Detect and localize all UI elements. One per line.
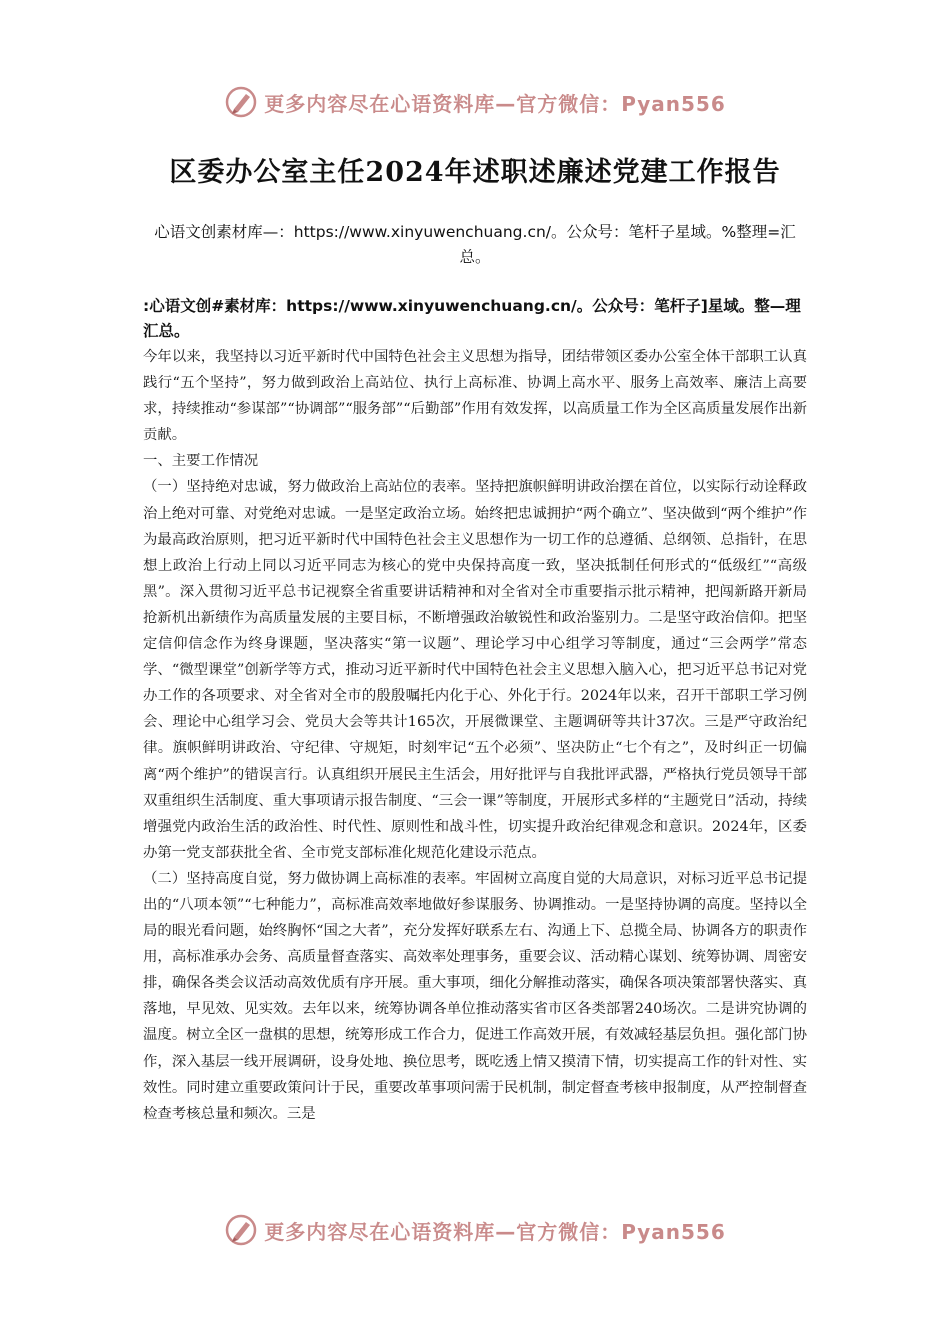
source-note-2: :心语文创#素材库：https://www.xinyuwenchuang.cn/。公众号：笔杆子]星域。整—理汇总。 bbox=[143, 297, 801, 340]
pen-logo-icon bbox=[224, 1213, 258, 1247]
source-note-1: 心语文创素材库—：https://www.xinyuwenchuang.cn/。公众号：笔杆子星域。%整理=汇总。 bbox=[154, 223, 796, 266]
body-paragraph: （一）坚持绝对忠诚，努力做政治上高站位的表率。坚持把旗帜鲜明讲政治摆在首位，以实际行动诠释政治上绝对可靠、对党绝对忠诚。一是坚定政治立场。始终把忠诚拥护“两个确立”、坚决做到“两个维护”作为最高政治原则，把习近平新时代中国特色社会主义思想作为一切工作的总遵循、总纲领、总指针，在思想上政治上行动上同以习近平同志为核心的党中央保持高度一致，坚决抵制任何形式的“低级红”“高级黑”。深入贯彻习近平总书记视察全省重要讲话精神和对全省对全市重要指示批示精神，把闯新路开新局抢新机出新绩作为高质量发展的主要目标，不断增强政治敏锐性和政治鉴别力。二是坚守政治信仰。把坚定信仰信念作为终身课题，坚决落实“第一议题”、理论学习中心组学习等制度，通过“三会两学”常态学、“微型课堂”创新学等方式，推动习近平新时代中国特色社会主义思想入脑入心，把习近平总书记对党办工作的各项要求、对全省对全市的殷殷嘱托内化于心、外化于行。2024年以来，召开干部职工学习例会、理论中心组学习会、党员大会等共计165次，开展微课堂、主题调研等共计37次。三是严守政治纪律。旗帜鲜明讲政治、守纪律、守规矩，时刻牢记“五个必须”、坚决防止“七个有之”，及时纠正一切偏离“两个维护”的错误言行。认真组织开展民主生活会，用好批评与自我批评武器，严格执行党员领导干部双重组织生活制度、重大事项请示报告制度、“三会一课”等制度，开展形式多样的“主题党日”活动，持续增强党内政治生活的政治性、时代性、原则性和战斗性，切实提升政治纪律观念和意识。2024年，区委办第一党支部获批全省、全市党支部标准化规范化建设示范点。 bbox=[143, 479, 807, 861]
footer-watermark-banner bbox=[0, 1210, 950, 1250]
document-title: 区委办公室主任2024年述职述廉述党建工作报告 bbox=[169, 157, 781, 188]
watermark-slogan: 更多内容尽在心语资料库—官方微信：Pyan556 bbox=[264, 91, 726, 116]
document-body bbox=[143, 344, 807, 1127]
header-watermark-banner bbox=[0, 82, 950, 122]
section-heading: 一、主要工作情况 bbox=[143, 453, 259, 470]
pen-logo-icon bbox=[224, 85, 258, 119]
body-paragraph: （二）坚持高度自觉，努力做协调上高标准的表率。牢固树立高度自觉的大局意识，对标习近平总书记提出的“八项本领”“七种能力”，高标准高效率地做好参谋服务、协调推动。一是坚持协调的高度。坚持以全局的眼光看问题，始终胸怀“国之大者”，充分发挥好联系左右、沟通上下、总揽全局、协调各方的职责作用，高标准承办会务、高质量督查落实、高效率处理事务，重要会议、活动精心谋划、统筹协调、周密安排，确保各类会议活动高效优质有序开展。重大事项，细化分解推动落实，确保各项决策部署快落实、真落地，早见效、见实效。去年以来，统筹协调各单位推动落实省市区各类部署240场次。二是讲究协调的温度。树立全区一盘棋的思想，统筹形成工作合力，促进工作高效开展，有效减轻基层负担。强化部门协作，深入基层一线开展调研，设身处地、换位思考，既吃透上情又摸清下情，切实提高工作的针对性、实效性。同时建立重要政策问计于民，重要改革事项问需于民机制，制定督查考核申报制度，从严控制督查检查考核总量和频次。三是 bbox=[143, 870, 807, 1122]
watermark-slogan: 更多内容尽在心语资料库—官方微信：Pyan556 bbox=[264, 1219, 726, 1244]
intro-paragraph: 今年以来，我坚持以习近平新时代中国特色社会主义思想为指导，团结带领区委办公室全体干部职工认真践行“五个坚持”，努力做到政治上高站位、执行上高标准、协调上高水平、服务上高效率、廉洁上高要求，持续推动“参谋部”“协调部”“服务部”“后勤部”作用有效发挥，以高质量工作为全区高质量发展作出新贡献。 bbox=[143, 349, 807, 444]
